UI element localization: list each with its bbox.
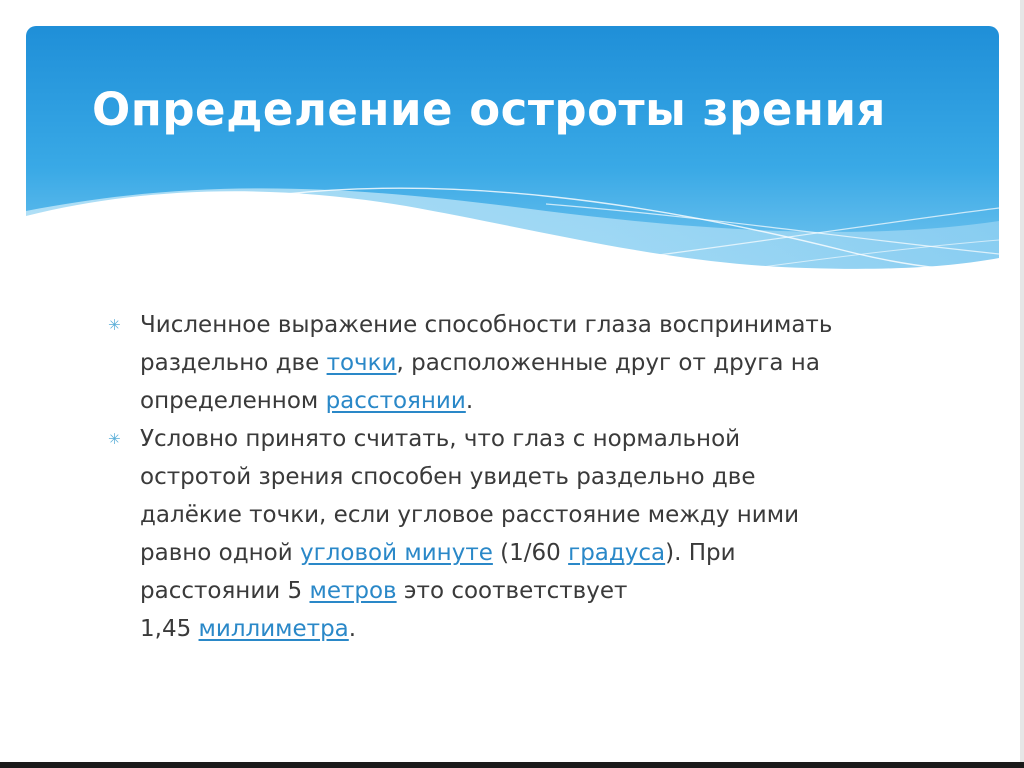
asterisk-bullet-icon: ✳ (108, 316, 121, 334)
text-segment: раздельно две (140, 350, 327, 376)
text-line (140, 534, 908, 572)
text-segment: равно одной (140, 540, 301, 566)
link-millimetra[interactable]: миллиметра (198, 616, 349, 642)
text-segment: Условно принято считать, что глаз с нормальной (140, 426, 741, 452)
slide-title: Определение остроты зрения (92, 83, 886, 136)
text-segment: далёкие точки, если угловое расстояние между ними (140, 502, 800, 528)
text-segment: определенном (140, 388, 326, 414)
text-segment: ). При (665, 540, 736, 566)
text-segment: . (348, 616, 357, 642)
text-line (140, 458, 908, 496)
text-segment: . (465, 388, 474, 414)
text-segment: расстоянии 5 (140, 578, 310, 604)
text-segment: , расположенные друг от друга на (396, 350, 820, 376)
text-line (140, 306, 908, 344)
text-segment: Численное выражение способности глаза воспринимать (140, 312, 833, 338)
link-tochki[interactable]: точки (326, 350, 397, 376)
text-segment: остротой зрения способен увидеть раздельно две (140, 464, 756, 490)
link-gradusa[interactable]: градуса (568, 540, 666, 566)
text-line (140, 572, 908, 610)
text-line (140, 344, 908, 382)
text-segment: это соответствует (396, 578, 628, 604)
slide-edge-right (1020, 0, 1024, 768)
link-uglovoy-minute[interactable]: угловой минуте (300, 540, 493, 566)
bullet-list (108, 306, 908, 648)
text-line (140, 496, 908, 534)
title-banner (26, 26, 999, 284)
link-metrov[interactable]: метров (309, 578, 397, 604)
text-line (140, 610, 908, 648)
text-line (140, 420, 908, 458)
slide-edge-bottom (0, 762, 1024, 768)
wave-background (26, 26, 999, 284)
asterisk-bullet-icon: ✳ (108, 430, 121, 448)
text-segment: 1,45 (140, 616, 199, 642)
bullet-item (108, 306, 908, 420)
bullet-item (108, 420, 908, 648)
link-rasstoyanii[interactable]: расстоянии (325, 388, 466, 414)
text-segment: (1/60 (492, 540, 569, 566)
text-line (140, 382, 908, 420)
